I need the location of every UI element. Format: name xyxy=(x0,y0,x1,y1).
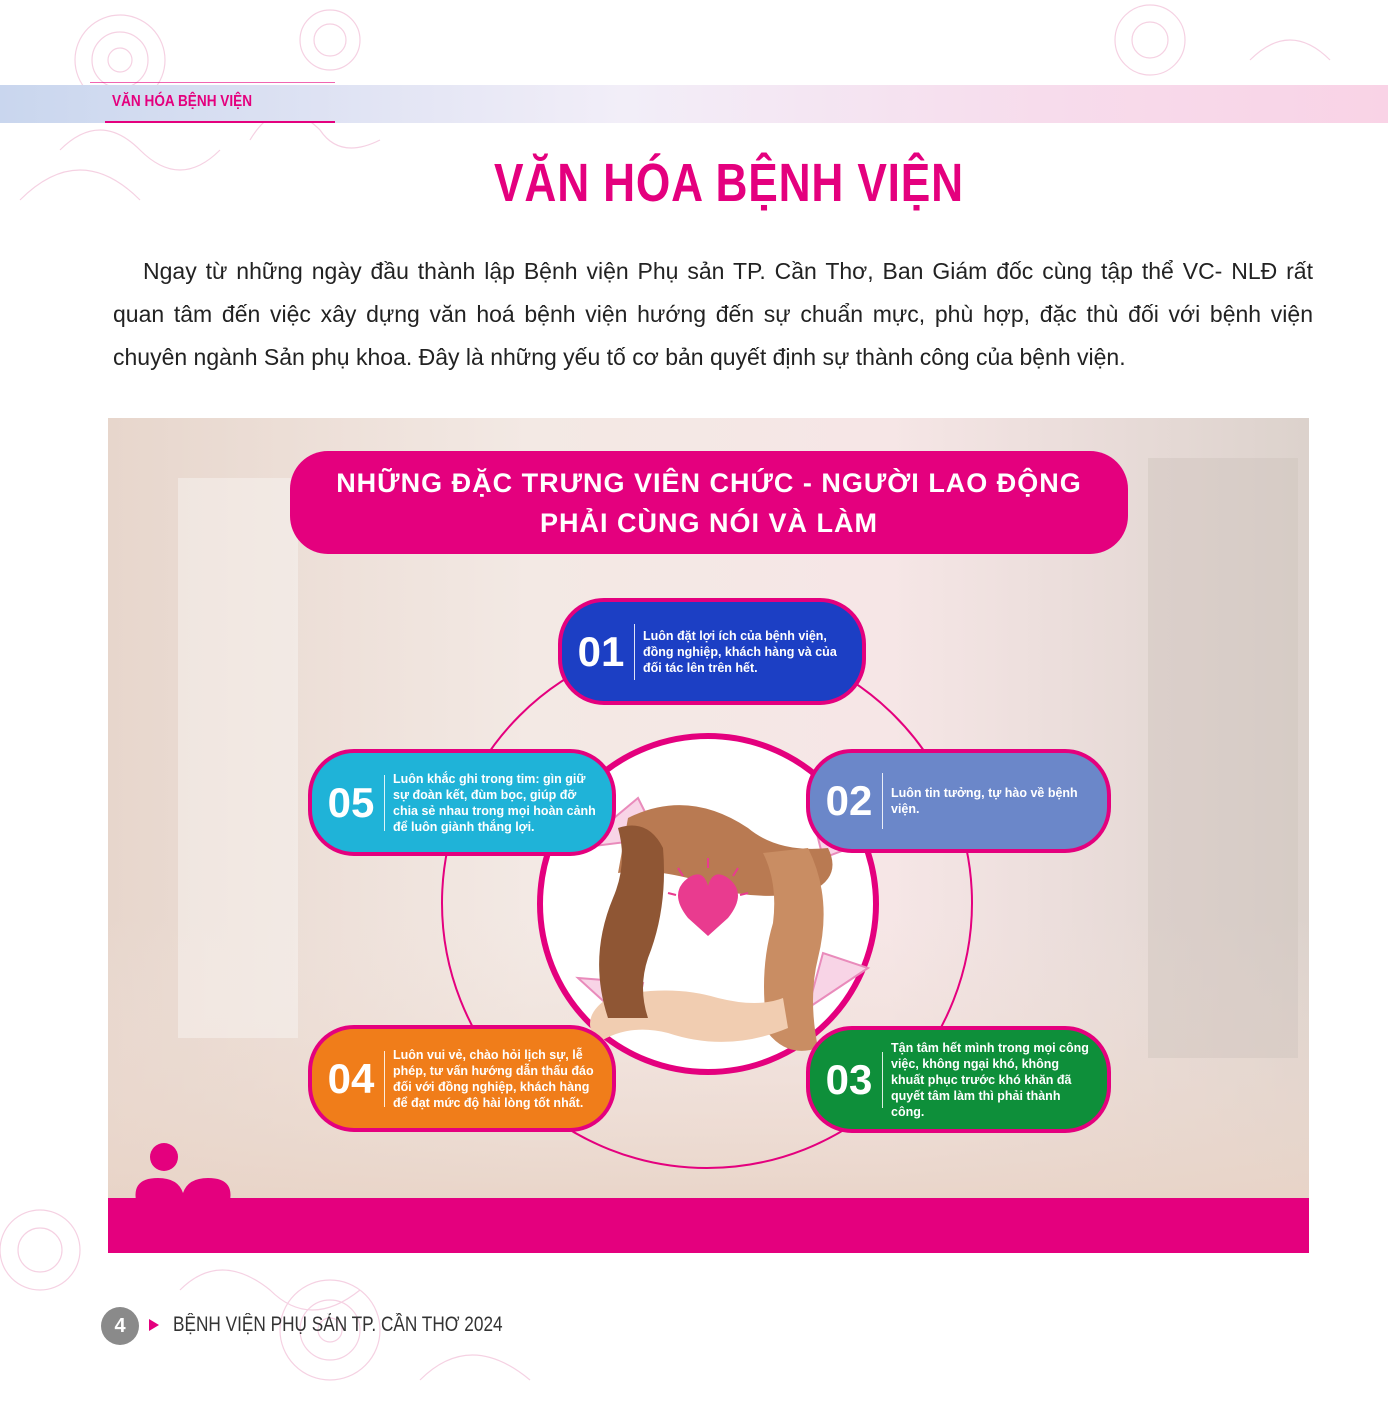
item-04-divider xyxy=(384,1051,385,1107)
item-03-divider xyxy=(882,1052,883,1108)
hallway-light-panel xyxy=(178,478,298,1038)
item-04-text: Luôn vui vẻ, chào hỏi lịch sự, lễ phép, tư vấn hướng dẫn thấu đáo đối với đồng nghiệp, khách hàng để đạt mức độ hài lòng tốt nhất. xyxy=(393,1047,594,1110)
item-01-number: 01 xyxy=(577,627,625,675)
hallway-door xyxy=(1148,458,1298,1058)
headline-line-2: PHẢI CÙNG NÓI VÀ LÀM xyxy=(539,507,878,538)
item-05-divider xyxy=(384,775,385,831)
item-02-text: Luôn tin tưởng, tự hào về bệnh viện. xyxy=(891,786,1078,816)
headline-line-1: NHỮNG ĐẶC TRƯNG VIÊN CHỨC - NGƯỜI LAO ĐỘNG xyxy=(336,467,1082,498)
item-04 xyxy=(308,1025,616,1132)
play-arrow-icon xyxy=(149,1319,159,1331)
page-title: VĂN HÓA BỆNH VIỆN xyxy=(494,153,964,213)
item-01 xyxy=(558,598,866,705)
infographic-headline xyxy=(290,451,1128,554)
infographic-banner xyxy=(108,418,1309,1253)
item-02 xyxy=(806,749,1111,853)
item-01-text: Luôn đặt lợi ích của bệnh viện, đồng nghiệp, khách hàng và của đối tác lên trên hết. xyxy=(643,628,837,675)
item-02-number: 02 xyxy=(825,777,873,824)
footer-publication: BỆNH VIỆN PHỤ SẢN TP. CẦN THƠ 2024 xyxy=(173,1313,503,1336)
item-05 xyxy=(308,749,616,856)
section-label: VĂN HÓA BỆNH VIỆN xyxy=(112,93,253,110)
item-04-number: 04 xyxy=(327,1054,375,1102)
item-01-divider xyxy=(634,624,635,680)
page-number: 4 xyxy=(101,1307,139,1345)
section-label-underline xyxy=(105,121,335,123)
banner-footer-bar xyxy=(108,1198,1309,1253)
item-05-text: Luôn khắc ghi trong tim: gìn giữ sự đoàn kết, đùm bọc, giúp đỡ chia sẻ nhau trong mọi hoàn cảnh để luôn giành thắng lợi. xyxy=(393,771,596,834)
section-label-top-rule xyxy=(90,82,335,83)
item-03-text: Tận tâm hết mình trong mọi công việc, không ngại khó, không khuất phục trước khó khăn đã quyết tâm làm thì phải thành công. xyxy=(891,1040,1089,1119)
intro-paragraph: Ngay từ những ngày đầu thành lập Bệnh viện Phụ sản TP. Cần Thơ, Ban Giám đốc cùng tập thể VC- NLĐ rất quan tâm đến việc xây dựng văn hoá bệnh viện hướng đến sự chuẩn mực, phù hợp, đặc thù đối với bệnh viện chuyên ngành Sản phụ khoa. Đây là những yếu tố cơ bản quyết định sự thành công của bệnh viện. xyxy=(113,258,1313,370)
item-03 xyxy=(806,1026,1111,1133)
item-05-number: 05 xyxy=(327,778,375,826)
item-02-divider xyxy=(882,773,883,829)
item-03-number: 03 xyxy=(825,1055,873,1103)
